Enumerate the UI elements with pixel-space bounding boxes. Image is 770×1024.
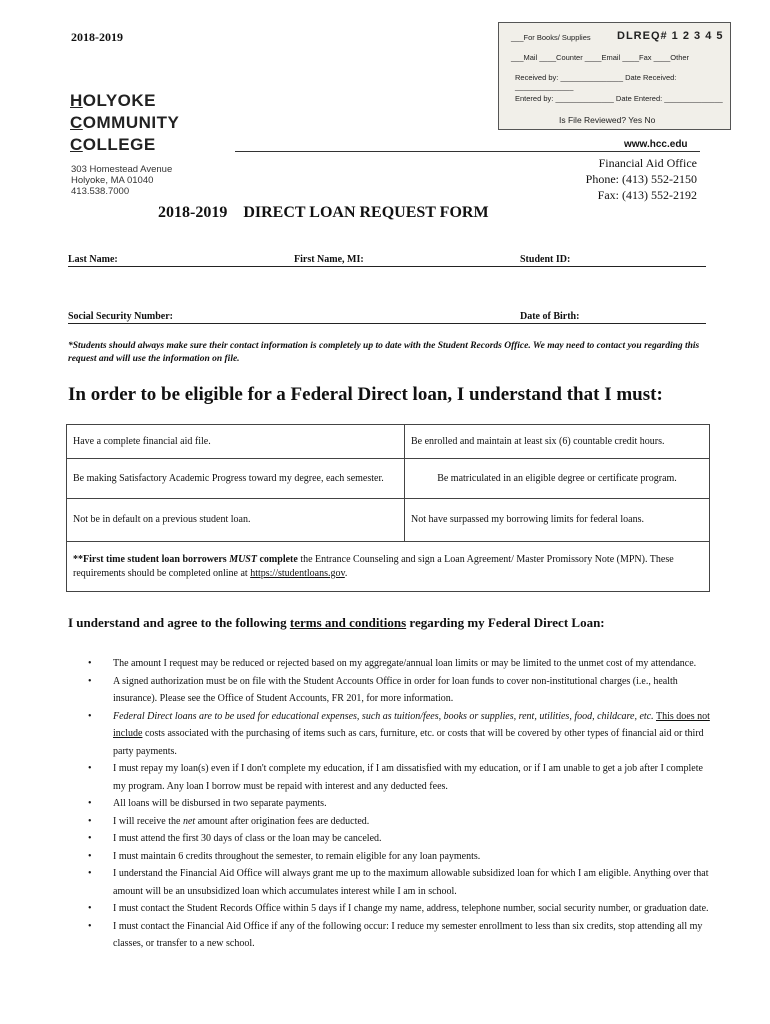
terms-heading — [68, 615, 605, 631]
list-item: • All loans will be disbursed in two separate payments. — [88, 795, 718, 813]
note-text: the Entrance Counseling and sign a Loan Agreement/ Master Promissory Note (MPN). These requirements should be completed online at — [73, 553, 674, 579]
eligibility-heading: In order to be eligible for a Federal Direct loan, I understand that I must: — [68, 384, 663, 405]
website-link[interactable]: www.hcc.edu — [624, 139, 688, 150]
student-id-label: Student ID: — [520, 254, 571, 265]
logo-line-3: COLLEGE — [70, 135, 156, 154]
logo-line-2: COMMUNITY — [70, 113, 180, 132]
item-italic: net — [182, 815, 196, 827]
file-reviewed-field: Is File Reviewed? Yes No — [559, 115, 656, 125]
header-divider — [235, 151, 700, 152]
item-underlined: This does not include — [113, 710, 710, 739]
eligibility-table — [66, 424, 710, 592]
list-item: • I must contact the Financial Aid Office if any of the following occur: I reduce my semester enrollment to less than six credits, stop attending all my classes, or transfer to a new school. — [88, 918, 718, 953]
name-row-line[interactable] — [68, 266, 706, 267]
office-contact — [586, 155, 697, 203]
note-period: . — [344, 567, 348, 579]
received-by-field: Received by: _______________ Date Received: ______________ — [515, 73, 677, 91]
logo-line-1: HOLYOKE — [70, 91, 157, 110]
item-italic: Federal Direct loans are to be used for educational expenses, such as tuition/fees, books or supplies, rent, utilities, food, childcare, etc. — [113, 710, 654, 722]
dob-label: Date of Birth: — [520, 311, 580, 322]
requirement-cell: Not be in default on a previous student loan. — [67, 499, 405, 542]
college-address — [71, 164, 172, 197]
requirement-cell: Be matriculated in an eligible degree or certificate program. — [405, 459, 710, 499]
note-bold: **First time student loan borrowers — [73, 553, 230, 565]
list-item: • I must contact the Student Records Office within 5 days if I change my name, address, telephone number, social security number, or graduation date. — [88, 900, 718, 918]
terms-heading-post: regarding my Federal Direct Loan: — [406, 615, 605, 630]
item-rest: costs associated with the purchasing of items such as cars, furniture, etc. or costs that will be covered by other types of financial aid or third party payments. — [113, 728, 704, 757]
note-must: MUST — [229, 553, 257, 565]
table-row — [67, 542, 710, 592]
address-line: 303 Homestead Avenue — [71, 164, 173, 175]
address-phone: 413.538.7000 — [71, 186, 130, 197]
list-item: • I understand the Financial Aid Office will always grant me up to the maximum allowable subsidized loan for which I am eligible. Anything over that amount will be an unsubsidized loan which accumulates interest while I am in school. — [88, 865, 718, 900]
year-label: 2018-2019 — [71, 30, 123, 44]
method-field: ___Mail ____Counter ____Email ____Fax ____Other — [511, 53, 690, 62]
terms-list — [88, 655, 718, 953]
requirement-cell: Be enrolled and maintain at least six (6) countable credit hours. — [405, 425, 710, 459]
requirement-cell: Be making Satisfactory Academic Progress toward my degree, each semester. — [67, 459, 405, 499]
last-name-label: Last Name: — [68, 254, 118, 265]
address-line: Holyoke, MA 01040 — [71, 175, 154, 186]
list-item: • A signed authorization must be on file with the Student Accounts Office in order for loan funds to cover non-institutional charges (i.e., health insurance). Please see the Office of Student Accounts, FR 201, for more information. — [88, 673, 718, 708]
form-title: 2018-2019 DIRECT LOAN REQUEST FORM — [158, 204, 489, 221]
item-pre: I will receive the — [113, 815, 183, 827]
list-item: • I must attend the first 30 days of class or the loan may be canceled. — [88, 830, 718, 848]
requirement-cell: Have a complete financial aid file. — [67, 425, 405, 459]
office-name: Financial Aid Office — [598, 156, 697, 170]
list-item — [88, 708, 718, 761]
list-item: • The amount I request may be reduced or rejected based on my aggregate/annual loan limits or may be limited to the unmet cost of my attendance. — [88, 655, 718, 673]
entered-by-field: Entered by: ______________ Date Entered: ______________ — [515, 94, 723, 103]
ssn-label: Social Security Number: — [68, 311, 173, 322]
table-row — [67, 499, 710, 542]
terms-heading-underlined: terms and conditions — [289, 615, 407, 630]
first-name-label: First Name, MI: — [294, 254, 364, 265]
list-item: • I must repay my loan(s) even if I don't complete my education, if I am dissatisfied with my education, or if I am unable to get a job after I complete my program. Any loan I borrow must be repaid with interest and any deducted fees. — [88, 760, 718, 795]
ssn-row-line[interactable] — [68, 323, 706, 324]
table-row — [67, 425, 710, 459]
contact-notice: *Students should always make sure their contact information is completely up to date with the Student Records Office. We may need to contact you regarding this request and will use the information on file. — [68, 341, 700, 364]
college-logo — [70, 90, 179, 156]
office-fax: Fax: (413) 552-2192 — [597, 188, 697, 202]
office-phone: Phone: (413) 552-2150 — [585, 172, 697, 186]
table-row — [67, 459, 710, 499]
note-complete: complete — [256, 553, 298, 565]
requirement-cell: Not have surpassed my borrowing limits for federal loans. — [405, 499, 710, 542]
first-time-borrower-note — [67, 542, 710, 592]
dlreq-number: DLREQ# 1 2 3 4 5 — [617, 30, 724, 42]
list-item: • I must maintain 6 credits throughout the semester, to remain eligible for any loan payments. — [88, 848, 718, 866]
studentloans-link[interactable]: https://studentloans.gov — [250, 567, 345, 579]
item-post: amount after origination fees are deducted. — [195, 815, 370, 827]
terms-heading-pre: I understand and agree to the following — [68, 615, 290, 630]
office-use-box — [498, 22, 731, 130]
books-field: ___For Books/ Supplies — [511, 33, 591, 42]
list-item — [88, 813, 718, 831]
